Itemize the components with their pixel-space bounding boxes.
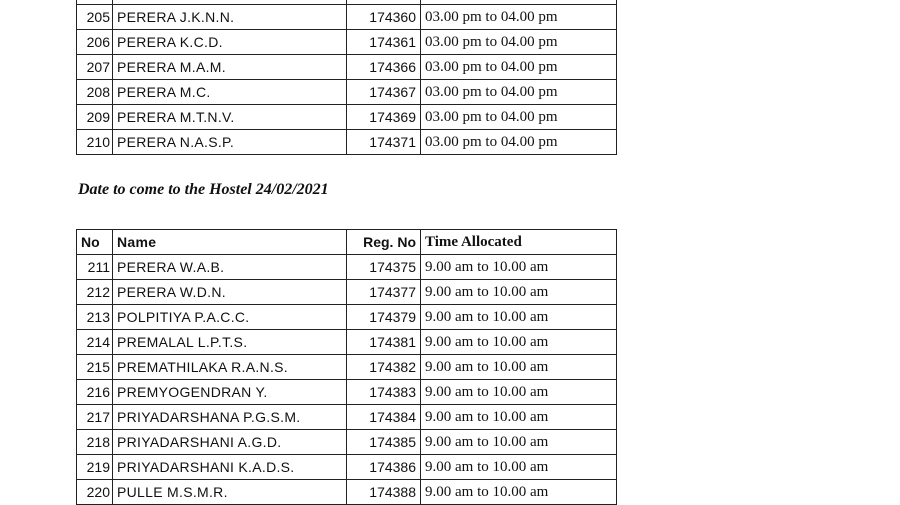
student-name: PERERA J.K.N.N. xyxy=(113,5,347,30)
header-reg-no: Reg. No xyxy=(347,230,421,255)
table-row xyxy=(77,130,617,155)
reg-no: 174371 xyxy=(347,130,421,155)
student-name: PRIYADARSHANI K.A.D.S. xyxy=(113,455,347,480)
student-name: PERERA M.A.M. xyxy=(113,55,347,80)
time-allocated: 9.00 am to 10.00 am xyxy=(421,455,617,480)
row-number: 205 xyxy=(77,5,113,30)
student-name: PERERA W.A.B. xyxy=(113,255,347,280)
time-allocated: 9.00 am to 10.00 am xyxy=(421,430,617,455)
reg-no: 174379 xyxy=(347,305,421,330)
row-number: 211 xyxy=(77,255,113,280)
row-number: 220 xyxy=(77,480,113,505)
row-number: 208 xyxy=(77,80,113,105)
table2-body xyxy=(77,255,617,505)
table-row xyxy=(77,455,617,480)
student-name: PERERA M.C. xyxy=(113,80,347,105)
header-row xyxy=(77,230,617,255)
student-name: PERERA W.D.N. xyxy=(113,280,347,305)
time-allocated: 9.00 am to 10.00 am xyxy=(421,330,617,355)
reg-no: 174384 xyxy=(347,405,421,430)
table-row xyxy=(77,105,617,130)
row-number: 210 xyxy=(77,130,113,155)
student-name: PREMATHILAKA R.A.N.S. xyxy=(113,355,347,380)
reg-no: 174377 xyxy=(347,280,421,305)
student-name: PRIYADARSHANA P.G.S.M. xyxy=(113,405,347,430)
time-allocated: 03.00 pm to 04.00 pm xyxy=(421,105,617,130)
student-name: PREMYOGENDRAN Y. xyxy=(113,380,347,405)
time-allocated: 03.00 pm to 04.00 pm xyxy=(421,130,617,155)
time-allocated: 03.00 pm to 04.00 pm xyxy=(421,5,617,30)
table-row xyxy=(77,430,617,455)
time-allocated: 9.00 am to 10.00 am xyxy=(421,405,617,430)
reg-no: 174385 xyxy=(347,430,421,455)
student-name: PRIYADARSHANI A.G.D. xyxy=(113,430,347,455)
reg-no: 174382 xyxy=(347,355,421,380)
time-allocated: 9.00 am to 10.00 am xyxy=(421,255,617,280)
header-time-allocated: Time Allocated xyxy=(421,230,617,255)
time-allocated: 9.00 am to 10.00 am xyxy=(421,480,617,505)
reg-no: 174361 xyxy=(347,30,421,55)
row-number: 209 xyxy=(77,105,113,130)
student-name: PERERA N.A.S.P. xyxy=(113,130,347,155)
table-row xyxy=(77,380,617,405)
allocation-table-previous xyxy=(76,0,617,155)
row-number: 218 xyxy=(77,430,113,455)
table-row xyxy=(77,330,617,355)
student-name: PERERA M.T.N.V. xyxy=(113,105,347,130)
header-no: No xyxy=(77,230,113,255)
row-number: 213 xyxy=(77,305,113,330)
reg-no: 174381 xyxy=(347,330,421,355)
table-row xyxy=(77,80,617,105)
reg-no: 174367 xyxy=(347,80,421,105)
row-number: 212 xyxy=(77,280,113,305)
row-number: 215 xyxy=(77,355,113,380)
table-row xyxy=(77,5,617,30)
row-number: 207 xyxy=(77,55,113,80)
time-allocated: 9.00 am to 10.00 am xyxy=(421,355,617,380)
time-allocated: 03.00 pm to 04.00 pm xyxy=(421,80,617,105)
table-row xyxy=(77,30,617,55)
student-name: PERERA K.C.D. xyxy=(113,30,347,55)
row-number: 214 xyxy=(77,330,113,355)
row-number: 206 xyxy=(77,30,113,55)
reg-no: 174360 xyxy=(347,5,421,30)
student-name: PREMALAL L.P.T.S. xyxy=(113,330,347,355)
reg-no: 174388 xyxy=(347,480,421,505)
table-row xyxy=(77,355,617,380)
time-allocated: 9.00 am to 10.00 am xyxy=(421,305,617,330)
table-row xyxy=(77,480,617,505)
student-name: POLPITIYA P.A.C.C. xyxy=(113,305,347,330)
section-heading: Date to come to the Hostel 24/02/2021 xyxy=(78,181,329,198)
reg-no: 174366 xyxy=(347,55,421,80)
reg-no: 174383 xyxy=(347,380,421,405)
table-row xyxy=(77,55,617,80)
allocation-table-24-02-2021 xyxy=(76,229,617,505)
row-number: 217 xyxy=(77,405,113,430)
table-row xyxy=(77,405,617,430)
row-number: 216 xyxy=(77,380,113,405)
table-row xyxy=(77,280,617,305)
time-allocated: 03.00 pm to 04.00 pm xyxy=(421,30,617,55)
table2-header xyxy=(77,230,617,255)
reg-no: 174369 xyxy=(347,105,421,130)
table1-body xyxy=(77,0,617,155)
time-allocated: 9.00 am to 10.00 am xyxy=(421,380,617,405)
time-allocated: 03.00 pm to 04.00 pm xyxy=(421,55,617,80)
table-row xyxy=(77,255,617,280)
reg-no: 174386 xyxy=(347,455,421,480)
student-name: PULLE M.S.M.R. xyxy=(113,480,347,505)
row-number: 219 xyxy=(77,455,113,480)
header-name: Name xyxy=(113,230,347,255)
time-allocated: 9.00 am to 10.00 am xyxy=(421,280,617,305)
table-row xyxy=(77,305,617,330)
reg-no: 174375 xyxy=(347,255,421,280)
